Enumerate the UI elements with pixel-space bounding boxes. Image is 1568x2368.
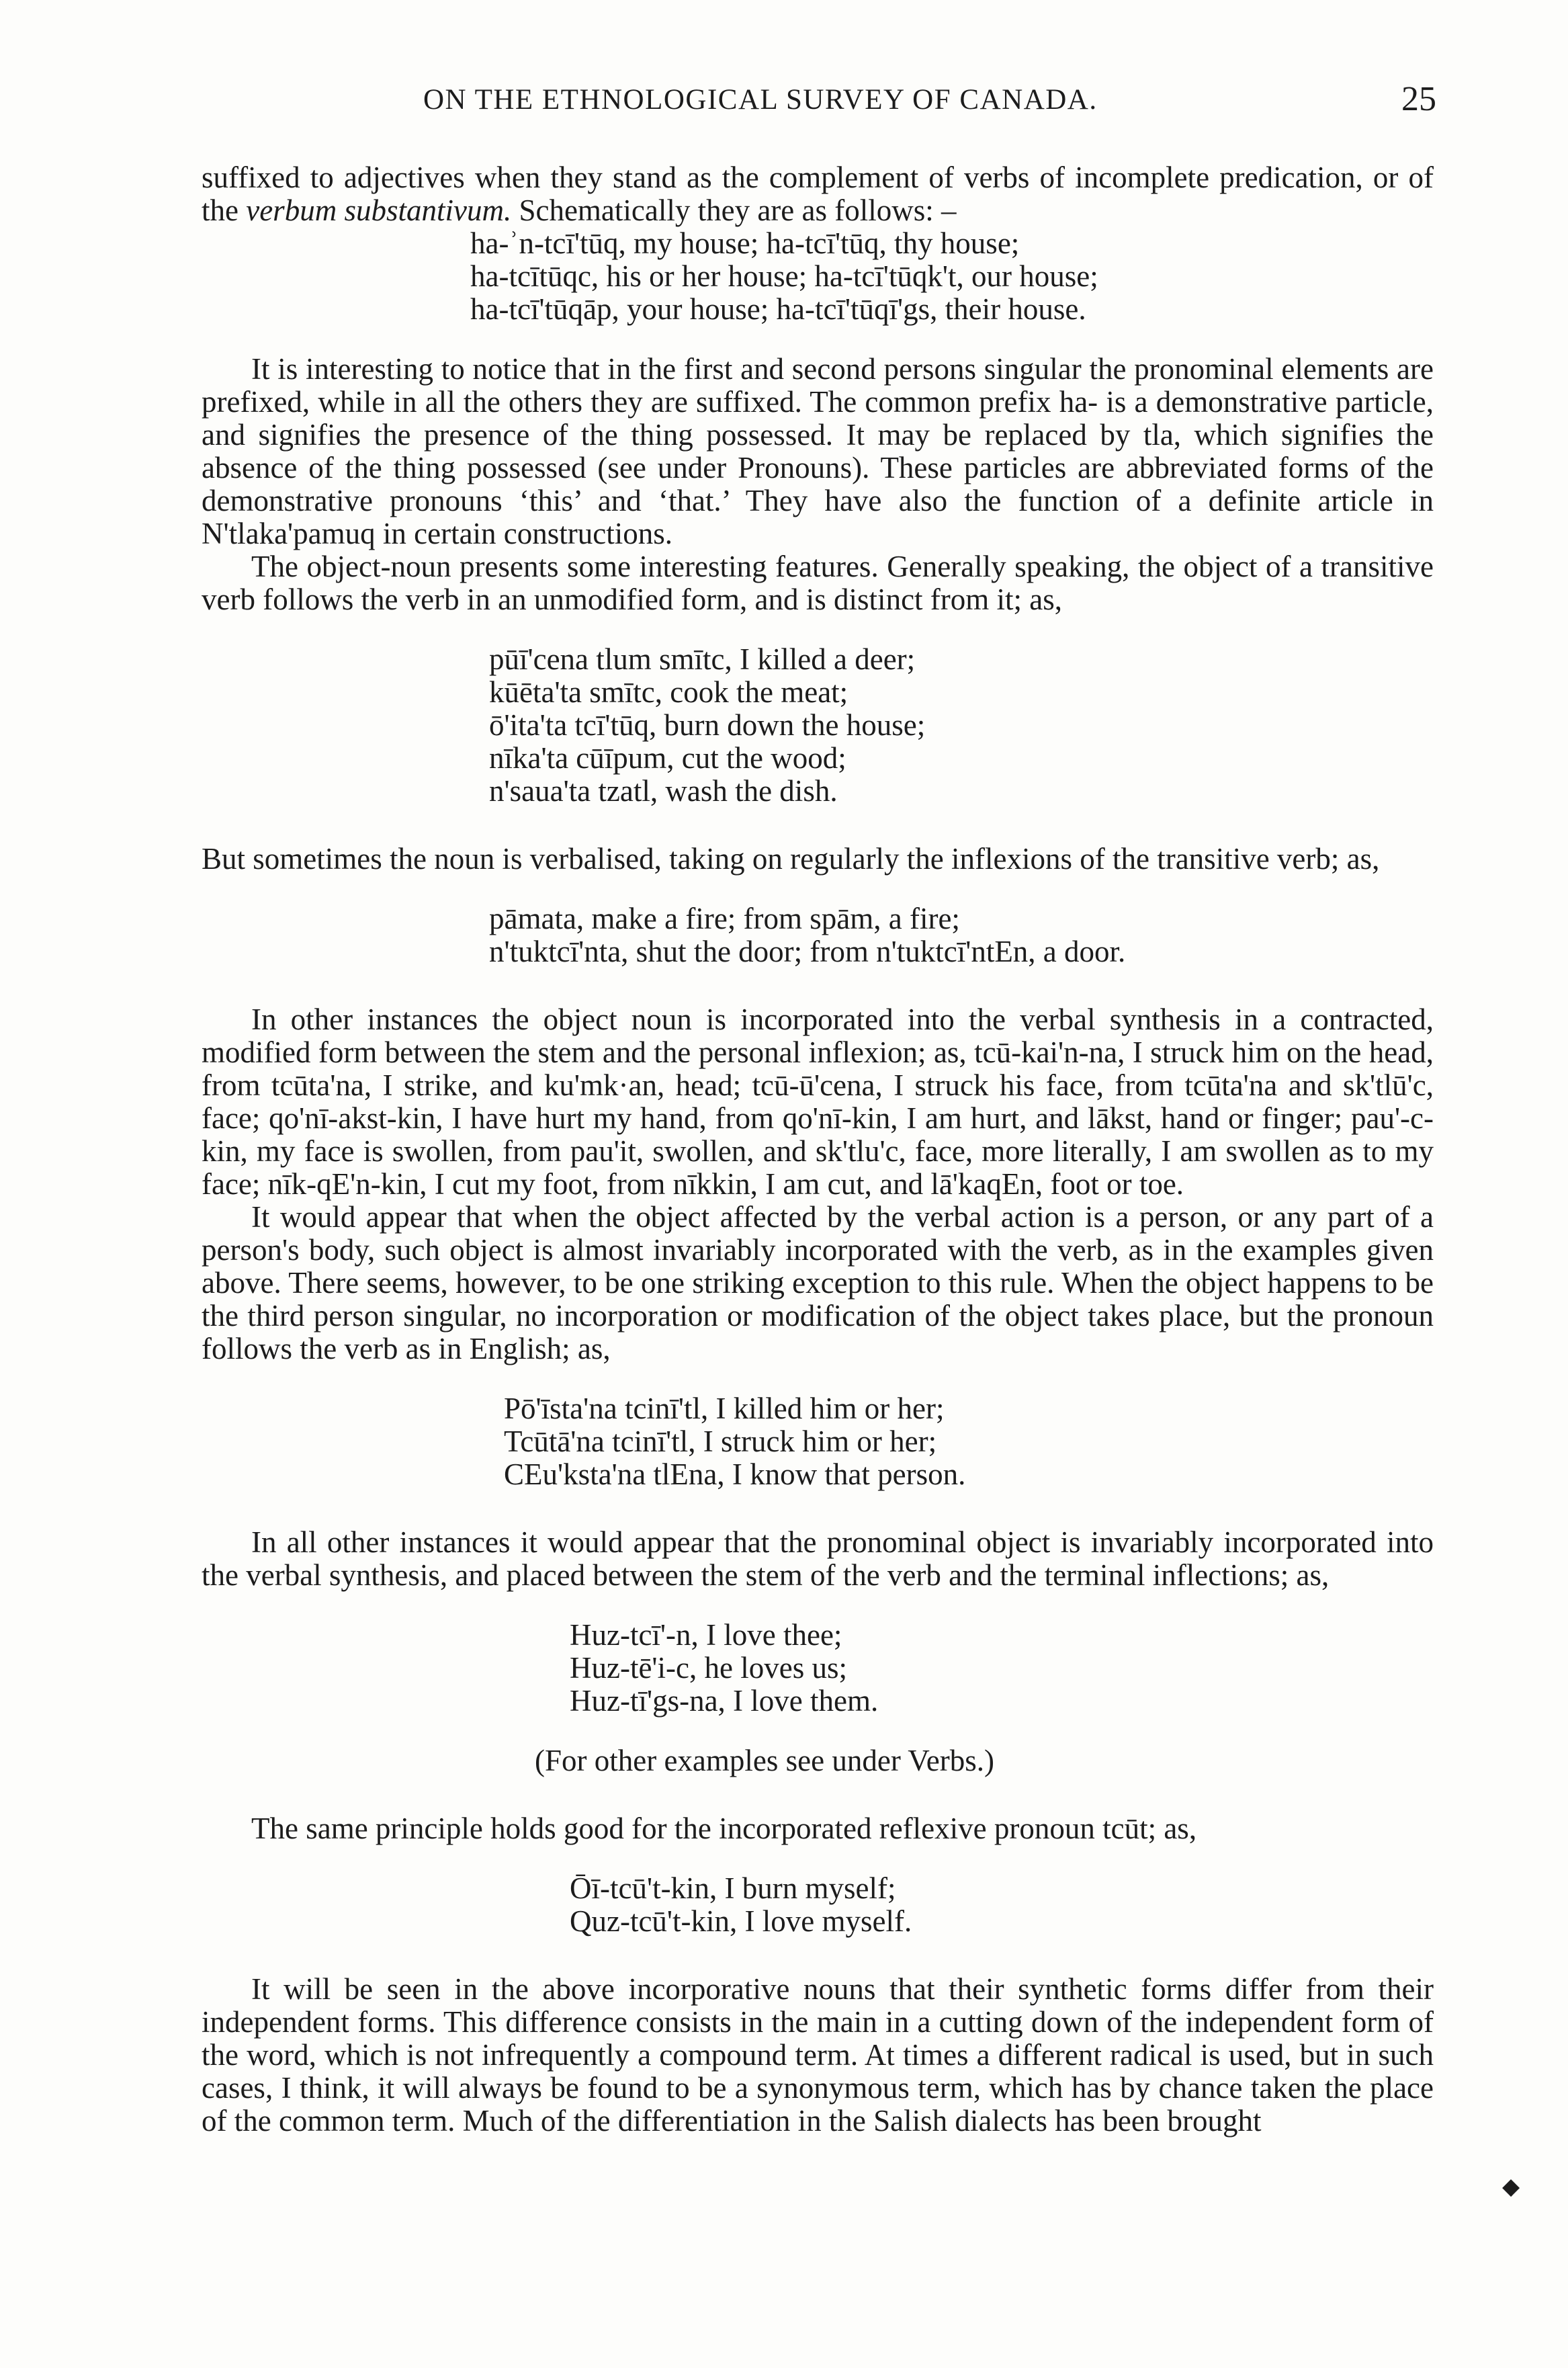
- example-line: kūēta'ta smītc, cook the meat;: [489, 675, 848, 709]
- example-line: ha-ʾn-tcī'tūq, my house; ha-tcī'tūq, thy house;: [470, 226, 1020, 260]
- text-column: [202, 161, 1434, 2138]
- example-line: Huz-tcī'-n, I love thee;: [570, 1618, 842, 1652]
- example-line: n'saua'ta tzatl, wash the dish.: [489, 774, 838, 808]
- example-line: pūī'cena tlum smītc, I killed a deer;: [489, 642, 916, 676]
- cross-reference-note: (For other examples see under Verbs.): [535, 1744, 994, 1777]
- paragraph-1-latin: verbum substantivum.: [246, 194, 512, 227]
- paragraph-1-text: suffixed to adjectives when they stand as the complement of verbs of incomplete predication, or of the: [202, 161, 1434, 227]
- paragraph-3: The object-noun presents some interesting features. Generally speaking, the object of a transitive verb follows the verb in an unmodified form, and is distinct from it; as,: [202, 550, 1434, 616]
- example-line: Huz-tī'gs-na, I love them.: [570, 1684, 879, 1718]
- example-line: Ōī-tcū't-kin, I burn myself;: [570, 1871, 896, 1905]
- margin-mark-icon: ◆: [1502, 2174, 1520, 2199]
- example-block-4: [504, 1392, 1434, 1491]
- paragraph-6: It would appear that when the object affected by the verbal action is a person, or any part of a person's body, such object is almost invariably incorporated with the verb, as in the examples given above. There seems, however, to be one striking exception to this rule. When the object happens to be the third person singular, no incorporation or modification of the object takes place, but the pronoun follows the verb as in English; as,: [202, 1200, 1434, 1365]
- paragraph-1: [202, 161, 1434, 227]
- page-number: 25: [1401, 80, 1436, 118]
- paragraph-7: In all other instances it would appear that the pronominal object is invariably incorporated into the verbal synthesis, and placed between the stem of the verb and the terminal inflections; as,: [202, 1525, 1434, 1592]
- example-line: CEu'ksta'na tlEna, I know that person.: [504, 1457, 966, 1491]
- example-line: n'tuktcī'nta, shut the door; from n'tuktcī'ntEn, a door.: [489, 935, 1126, 968]
- paragraph-4: But sometimes the noun is verbalised, taking on regularly the inflexions of the transitive verb; as,: [202, 842, 1380, 876]
- example-line: ha-tcītūqc, his or her house; ha-tcī'tūqk't, our house;: [470, 259, 1098, 293]
- example-line: nīka'ta cūīpum, cut the wood;: [489, 741, 846, 775]
- paragraph-9: It will be seen in the above incorporative nouns that their synthetic forms differ from their independent forms. This difference consists in the main in a cutting down of the independent form of the word, which is not infrequently a compound term. At times a different radical is used, but in such cases, I think, it will always be found to be a synonymous term, which has by chance taken the place of the common term. Much of the differentiation in the Salish dialects has been brought: [202, 1972, 1434, 2138]
- example-line: Quz-tcū't-kin, I love myself.: [570, 1904, 912, 1938]
- example-line: Pō'īsta'na tcinī'tl, I killed him or her;: [504, 1392, 945, 1425]
- example-block-2: [489, 643, 1434, 808]
- example-line: ha-tcī'tūqāp, your house; ha-tcī'tūqī'gs, their house.: [470, 292, 1086, 326]
- example-line: pāmata, make a fire; from spām, a fire;: [489, 902, 960, 935]
- paragraph-2: It is interesting to notice that in the first and second persons singular the pronominal elements are prefixed, while in all the others they are suffixed. The common prefix ha- is a demonstrative particle, and signifies the presence of the thing possessed. It may be replaced by tla, which signifies the absence of the thing possessed (see under Pronouns). These particles are abbreviated forms of the demonstrative pronouns ‘this’ and ‘that.’ They have also the function of a definite article in N'tlaka'pamuq in certain constructions.: [202, 352, 1434, 550]
- running-title: ON THE ETHNOLOGICAL SURVEY OF CANADA.: [423, 84, 1098, 116]
- example-block-1: [470, 227, 1434, 326]
- example-line: ō'ita'ta tcī'tūq, burn down the house;: [489, 708, 926, 742]
- paragraph-1-tail: Schematically they are as follows: –: [511, 194, 957, 227]
- running-header: [202, 80, 1436, 121]
- paragraph-8: The same principle holds good for the incorporated reflexive pronoun tcūt; as,: [251, 1812, 1197, 1845]
- example-line: Tcūtā'na tcinī'tl, I struck him or her;: [504, 1425, 937, 1458]
- example-block-6: [570, 1872, 1434, 1938]
- example-block-5: [570, 1619, 1434, 1718]
- example-line: Huz-tē'i-c, he loves us;: [570, 1651, 847, 1685]
- paragraph-5: In other instances the object noun is incorporated into the verbal synthesis in a contracted, modified form between the stem and the personal inflexion; as, tcū-kai'n-na, I struck him on the head, from tcūta'na, I strike, and ku'mk·an, head; tcū-ū'cena, I struck his face, from tcūta'na and sk'tlū'c, face; qo'nī-akst-kin, I have hurt my hand, from qo'nī-kin, I am hurt, and lākst, hand or finger; pau'-c-kin, my face is swollen, from pau'it, swollen, and sk'tlu'c, face, more literally, I am swollen as to my face; nīk-qE'n-kin, I cut my foot, from nīkkin, I am cut, and lā'kaqEn, foot or toe.: [202, 1003, 1434, 1201]
- example-block-3: [489, 902, 1434, 968]
